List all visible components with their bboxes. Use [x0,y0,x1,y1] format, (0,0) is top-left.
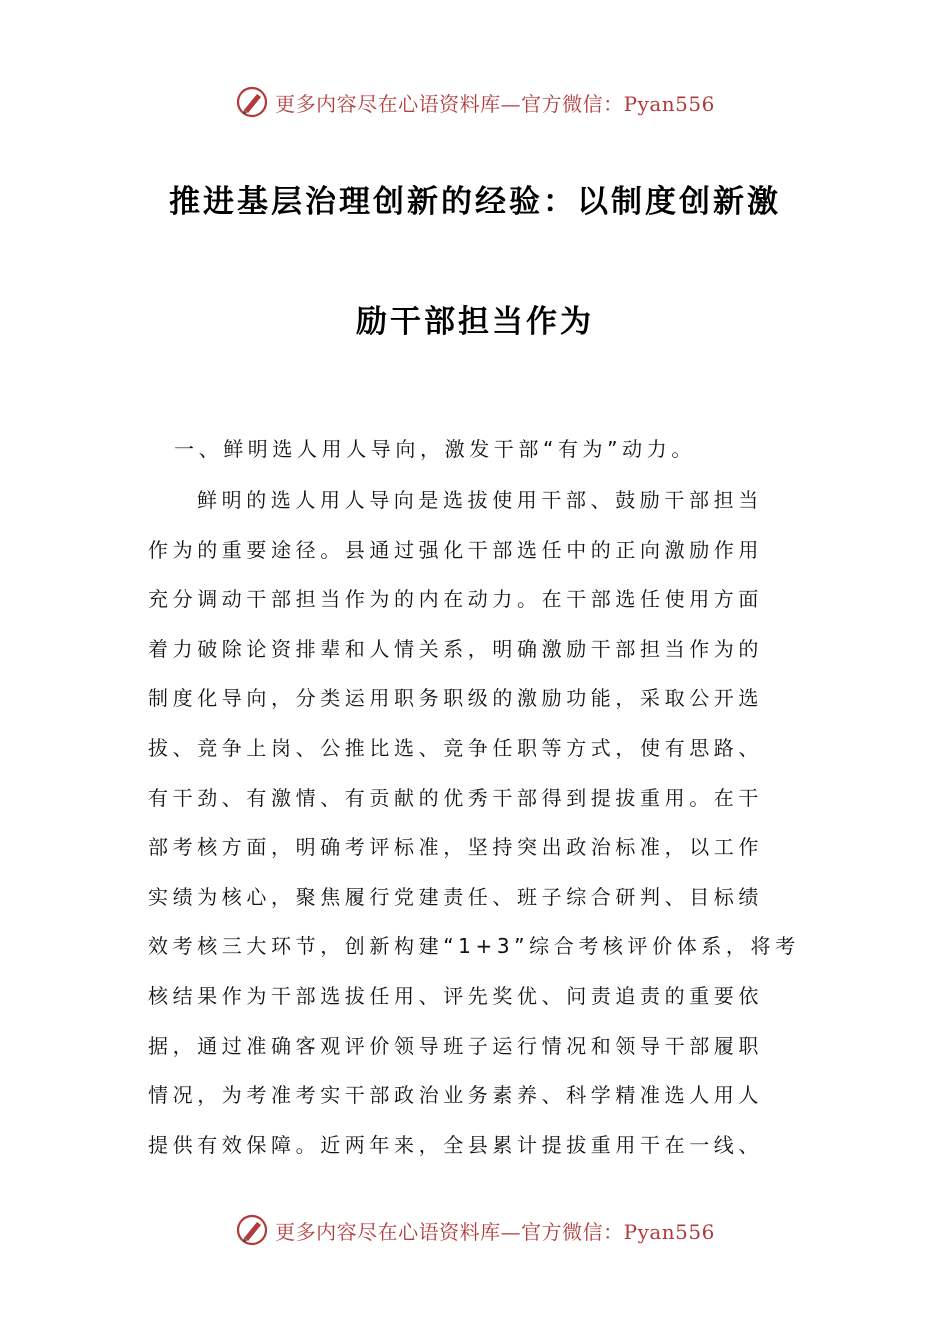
footer-banner [0,1210,950,1250]
paragraph-line: 拔、竞争上岗、公推比选、竞争任职等方式，使有思路、 [148,735,763,760]
header-banner-text: 更多内容尽在心语资料库—官方微信：Pyan556 [275,91,715,116]
body-paragraph [148,476,808,1170]
paragraph-line: 着力破除论资排辈和人情关系，明确激励干部担当作为的 [148,636,763,661]
paragraph-line: 充分调动干部担当作为的内在动力。在干部选任使用方面 [148,587,763,612]
header-banner [0,82,950,122]
pen-circle-logo-icon [235,1213,269,1247]
footer-banner-text: 更多内容尽在心语资料库—官方微信：Pyan556 [275,1219,715,1244]
pen-circle-logo-icon [235,85,269,119]
paragraph-line: 据，通过准确客观评价领导班子运行情况和领导干部履职 [148,1033,763,1058]
document-title-line-2: 励干部担当作为 [356,304,594,340]
paragraph-line: 有干劲、有激情、有贡献的优秀干部得到提拔重用。在干 [148,785,763,810]
paragraph-line: 实绩为核心，聚焦履行党建责任、班子综合研判、目标绩 [148,884,763,909]
paragraph-line: 部考核方面，明确考评标准，坚持突出政治标准，以工作 [148,835,763,860]
paragraph-line: 制度化导向，分类运用职务职级的激励功能，采取公开选 [148,686,763,711]
paragraph-line: 效考核三大环节，创新构建“1+3”综合考核评价体系，将考 [148,934,800,959]
section-heading: 一、鲜明选人用人导向，激发干部“有为”动力。 [174,437,696,461]
paragraph-line: 情况，为考准考实干部政治业务素养、科学精准选人用人 [148,1083,763,1108]
document-title-line-1: 推进基层治理创新的经验：以制度创新激 [169,184,781,220]
paragraph-line: 核结果作为干部选拔任用、评先奖优、问责追责的重要依 [148,983,763,1008]
paragraph-line: 作为的重要途径。县通过强化干部选任中的正向激励作用 [148,537,763,562]
paragraph-line: 鲜明的选人用人导向是选拔使用干部、鼓励干部担当 [197,488,763,512]
paragraph-line: 提供有效保障。近两年来，全县累计提拔重用干在一线、 [148,1132,763,1157]
